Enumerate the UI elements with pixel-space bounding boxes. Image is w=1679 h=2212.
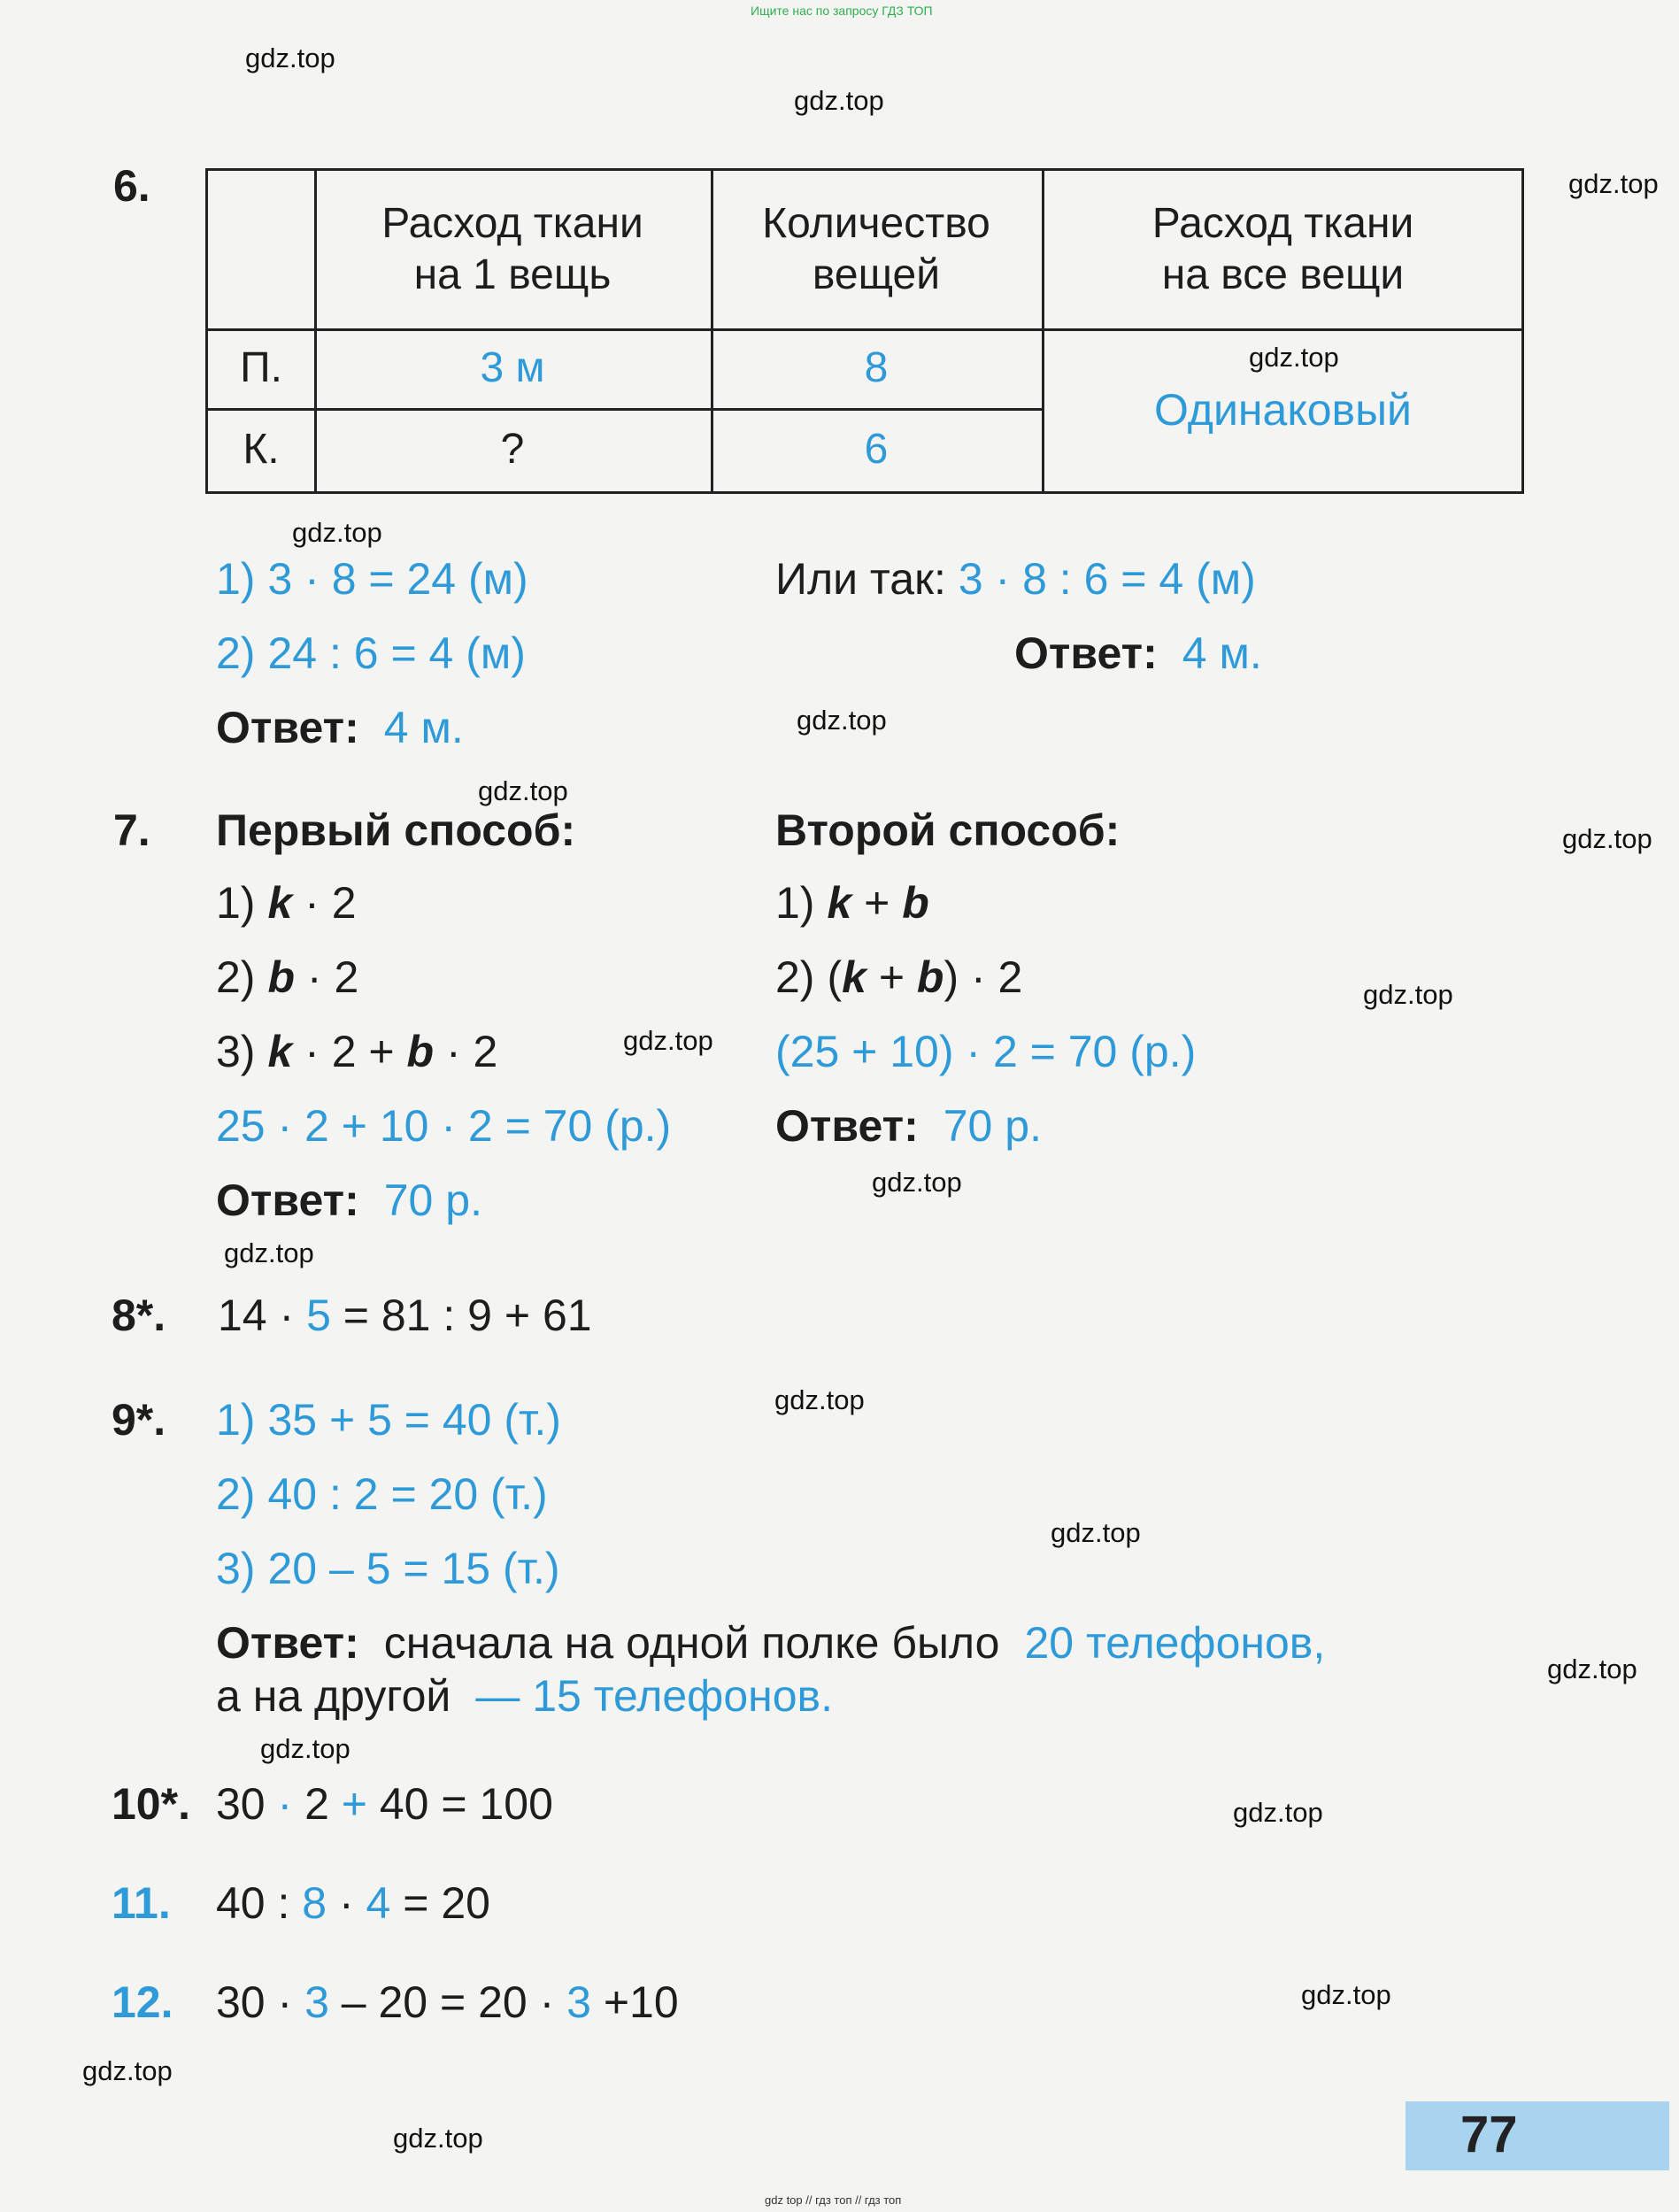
- row1-count: 8: [864, 344, 889, 391]
- task6-step1: 1) 3 · 8 = 24 (м): [216, 554, 528, 604]
- first-answer: Ответ: 70 р.: [216, 1175, 482, 1225]
- task9-answer-line2: а на другой — 15 телефонов.: [216, 1671, 833, 1721]
- task10-number: 10*.: [112, 1779, 190, 1829]
- watermark: gdz.top: [1568, 168, 1659, 199]
- watermark: gdz.top: [292, 517, 382, 548]
- second-calculation: (25 + 10) · 2 = 70 (р.): [775, 1027, 1197, 1076]
- header-rate: Расход ткани на 1 вещь: [381, 200, 643, 298]
- page-number-badge: [1406, 2101, 1669, 2170]
- task6-step2: 2) 24 : 6 = 4 (м): [216, 628, 526, 678]
- watermark: gdz.top: [623, 1025, 713, 1056]
- watermark: gdz.top: [797, 705, 887, 736]
- second-way-heading: Второй способ:: [775, 805, 1121, 855]
- row2-rate: ?: [500, 426, 525, 473]
- task7-number: 7.: [113, 805, 150, 855]
- footer-note: gdz top // гдз топ // гдз топ: [765, 2193, 902, 2207]
- task12-number: 12.: [112, 1977, 173, 2027]
- page-number: 77: [1460, 2106, 1518, 2163]
- watermark: gdz.top: [872, 1167, 962, 1198]
- watermark: gdz.top: [224, 1237, 314, 1268]
- watermark: gdz.top: [1051, 1517, 1141, 1548]
- watermark: gdz.top: [1301, 1979, 1391, 2010]
- first-step1: 1) k · 2: [216, 878, 357, 928]
- watermark: gdz.top: [1562, 823, 1652, 854]
- first-step3: 3) k · 2 + b · 2: [216, 1027, 498, 1076]
- task11-equation: 40 : 8 · 4 = 20: [216, 1878, 490, 1928]
- row2-count: 6: [864, 426, 889, 473]
- watermark: gdz.top: [1249, 342, 1339, 373]
- watermark: gdz.top: [794, 85, 884, 116]
- row2-label: К.: [243, 426, 280, 473]
- task9-answer-line1: Ответ: сначала на одной полке было 20 телефонов,: [216, 1618, 1326, 1668]
- first-calculation: 25 · 2 + 10 · 2 = 70 (р.): [216, 1101, 672, 1151]
- search-hint: Ищите нас по запросу ГДЗ ТОП: [751, 4, 933, 18]
- task9-step2: 2) 40 : 2 = 20 (т.): [216, 1469, 548, 1519]
- first-step2: 2) b · 2: [216, 952, 359, 1002]
- task9-step3: 3) 20 – 5 = 15 (т.): [216, 1544, 560, 1593]
- task6-alt: Или так: 3 · 8 : 6 = 4 (м): [775, 554, 1256, 604]
- header-total: Расход ткани на все вещи: [1151, 200, 1414, 298]
- watermark: gdz.top: [82, 2055, 173, 2086]
- watermark: gdz.top: [1547, 1653, 1637, 1684]
- watermark: gdz.top: [478, 775, 568, 806]
- second-step2: 2) (k + b) · 2: [775, 952, 1023, 1002]
- task10-equation: 30 · 2 + 40 = 100: [216, 1779, 553, 1829]
- watermark: gdz.top: [393, 2123, 483, 2154]
- task6-number: 6.: [113, 161, 150, 211]
- task12-equation: 30 · 3 – 20 = 20 · 3 +10: [216, 1977, 679, 2027]
- header-count: Количество вещей: [762, 200, 990, 298]
- watermark: gdz.top: [245, 42, 335, 73]
- second-step1: 1) k + b: [775, 878, 929, 928]
- fabric-table: [205, 168, 1524, 494]
- watermark: gdz.top: [1363, 979, 1453, 1010]
- row1-label: П.: [240, 344, 282, 391]
- total-value: Одинаковый: [1154, 385, 1412, 435]
- task8-equation: 14 · 5 = 81 : 9 + 61: [218, 1291, 592, 1340]
- first-way-heading: Первый способ:: [216, 805, 576, 855]
- task9-number: 9*.: [112, 1395, 166, 1445]
- task9-step1: 1) 35 + 5 = 40 (т.): [216, 1395, 561, 1445]
- task6-alt-answer: Ответ: 4 м.: [1014, 628, 1262, 678]
- task11-number: 11.: [112, 1878, 171, 1928]
- task8-number: 8*.: [112, 1291, 166, 1340]
- watermark: gdz.top: [774, 1384, 865, 1415]
- watermark: gdz.top: [260, 1733, 350, 1764]
- watermark: gdz.top: [1233, 1797, 1323, 1828]
- second-answer: Ответ: 70 р.: [775, 1101, 1042, 1151]
- task6-answer: Ответ: 4 м.: [216, 703, 464, 752]
- row1-rate: 3 м: [480, 344, 545, 391]
